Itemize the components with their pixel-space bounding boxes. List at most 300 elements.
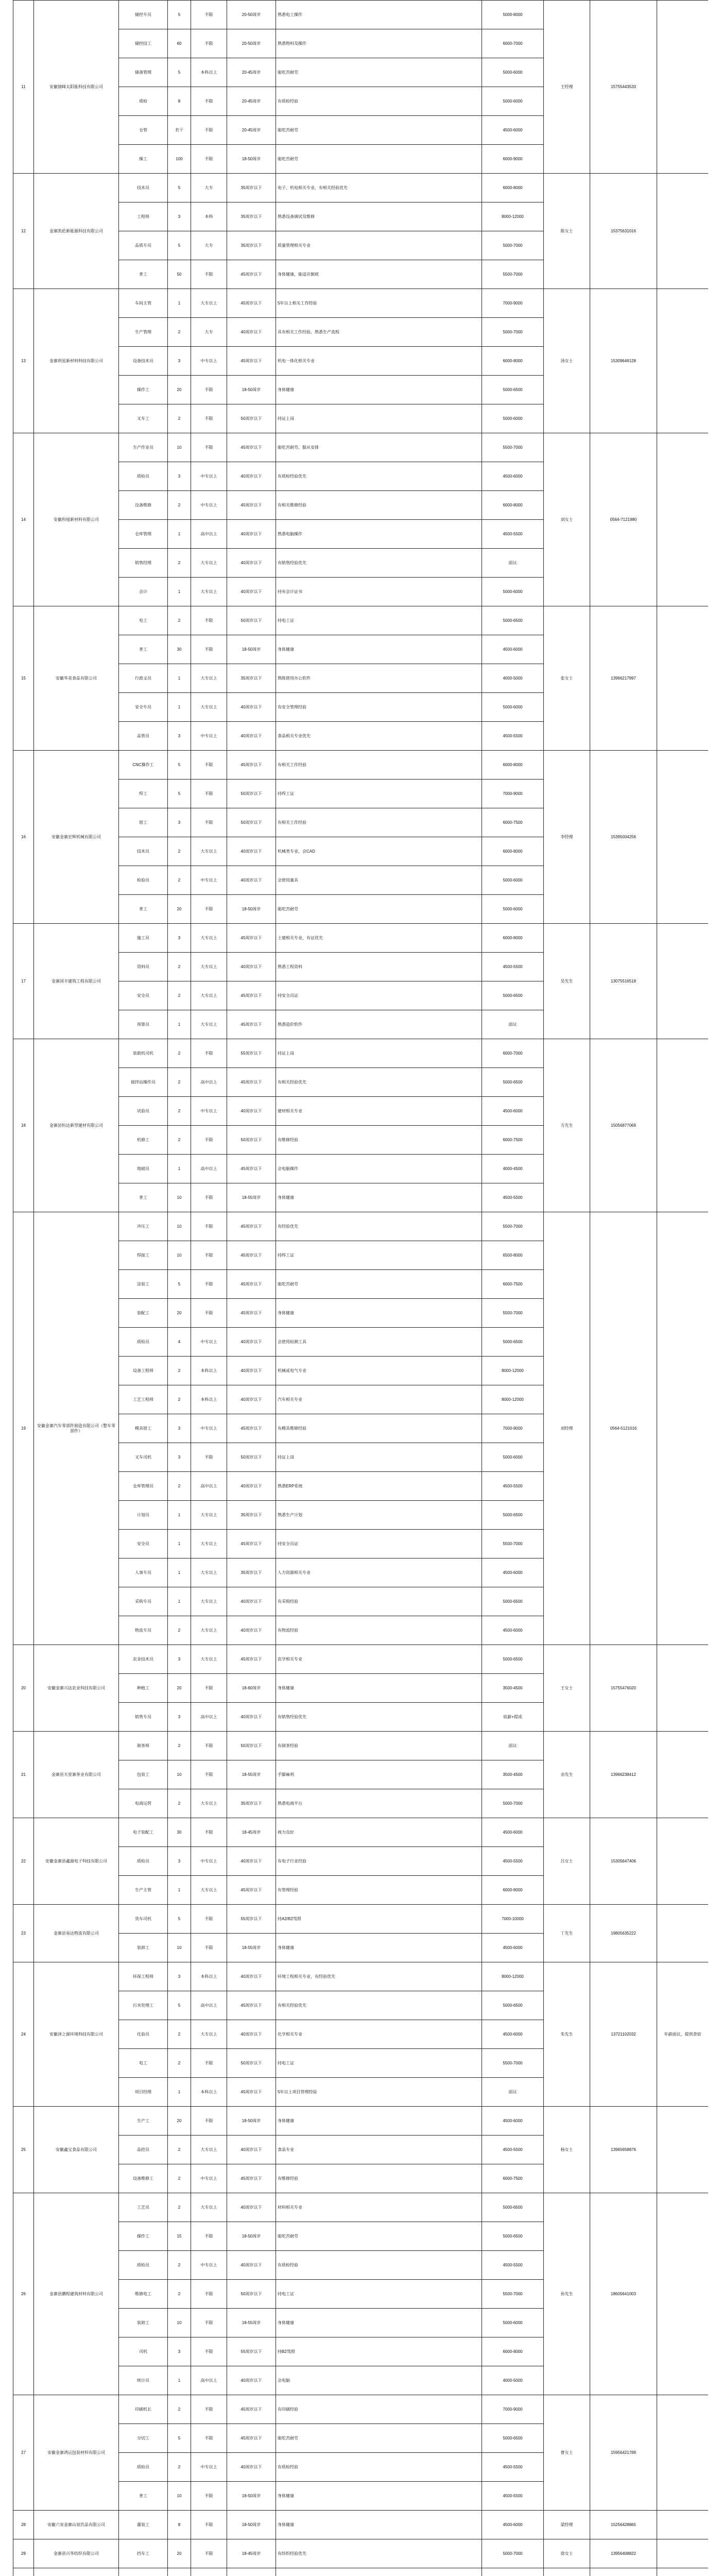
- age-cell: 50周岁以下: [227, 2049, 276, 2078]
- headcount-cell: 10: [168, 1183, 191, 1212]
- contact-person-cell: 王经理: [544, 1, 590, 174]
- headcount-cell: 3: [168, 924, 191, 953]
- age-cell: 20-50周岁: [227, 1, 276, 29]
- requirement-cell: 有相关工作经验: [276, 808, 482, 837]
- requirement-cell: 身体健康，能适应倒班: [276, 260, 482, 289]
- headcount-cell: 2: [168, 1616, 191, 1645]
- requirement-cell: 熟悉造价软件: [276, 1010, 482, 1039]
- salary-cell: 4500-5500: [482, 953, 544, 981]
- contact-person-cell: 徐女士: [544, 2539, 590, 2568]
- age-cell: 18-60周岁: [227, 1674, 276, 1703]
- row-number-cell: [13, 2568, 34, 2576]
- headcount-cell: 1: [168, 1155, 191, 1183]
- requirement-cell: 持安全员证: [276, 981, 482, 1010]
- salary-cell: 5500-7000: [482, 1299, 544, 1328]
- education-cell: 大专: [191, 231, 227, 260]
- table-row: [13, 1, 709, 29]
- requirement-cell: 能吃苦耐劳，服从安排: [276, 433, 482, 462]
- requirement-cell: 持电工证: [276, 2049, 482, 2078]
- company-name-cell: 金寨国丰建筑工程有限公司: [34, 924, 119, 1039]
- salary-cell: 5000-6000: [482, 895, 544, 924]
- education-cell: 本科以上: [191, 1357, 227, 1385]
- headcount-cell: 2: [168, 1357, 191, 1385]
- education-cell: 不限: [191, 260, 227, 289]
- headcount-cell: 2: [168, 1039, 191, 1068]
- education-cell: 不限: [191, 1241, 227, 1270]
- post-name-cell: 环保工程师: [119, 1962, 168, 1991]
- education-cell: 大专: [191, 318, 227, 347]
- post-name-cell: 模具钳工: [119, 1414, 168, 1443]
- contact-phone-cell: 15956421789: [590, 2395, 657, 2511]
- age-cell: 40周岁以下: [227, 693, 276, 722]
- age-cell: 18-55周岁: [227, 1934, 276, 1962]
- headcount-cell: 5: [168, 2424, 191, 2453]
- contact-phone-cell: 19805635222: [590, 1905, 657, 1962]
- salary-cell: 5500-7000: [482, 2049, 544, 2078]
- row-number-cell: 14: [13, 433, 34, 606]
- requirement-cell: 持焊工证: [276, 1241, 482, 1270]
- table-row: [13, 2395, 709, 2424]
- age-cell: 18-50周岁: [227, 895, 276, 924]
- age-cell: 55周岁以下: [227, 1039, 276, 1068]
- post-name-cell: 技术员: [119, 174, 168, 202]
- company-name-cell: 金寨县兴华纺织有限公司: [34, 2539, 119, 2568]
- requirement-cell: 质量管理相关专业: [276, 231, 482, 260]
- salary-cell: 6000-7000: [482, 29, 544, 58]
- contact-person-cell: 余先生: [544, 1732, 590, 1818]
- requirement-cell: 熟悉电工操作: [276, 1, 482, 29]
- post-name-cell: 分切工: [119, 2424, 168, 2453]
- age-cell: 45周岁以下: [227, 2164, 276, 2193]
- salary-cell: 6000-8000: [482, 1876, 544, 1905]
- row-number-cell: 17: [13, 924, 34, 1039]
- requirement-cell: 5年以上项目管理经验: [276, 2078, 482, 2107]
- age-cell: 40周岁以下: [227, 2366, 276, 2395]
- age-cell: 18-50周岁: [227, 2511, 276, 2539]
- age-cell: 50周岁以下: [227, 404, 276, 433]
- requirement-cell: 会使用量具: [276, 866, 482, 895]
- salary-cell: 5000-6000: [482, 2309, 544, 2337]
- salary-cell: 4500-5500: [482, 2482, 544, 2511]
- education-cell: 不限: [191, 779, 227, 808]
- education-cell: 不限: [191, 1818, 227, 1847]
- age-cell: 35周岁以下: [227, 664, 276, 693]
- table-row: [13, 1818, 709, 1847]
- requirement-cell: 手脚麻利: [276, 1760, 482, 1789]
- salary-cell: 面议: [482, 2078, 544, 2107]
- age-cell: 40周岁以下: [227, 1097, 276, 1126]
- education-cell: 不限: [191, 2511, 227, 2539]
- post-name-cell: 储控专员: [119, 1, 168, 29]
- requirement-cell: 身体健康: [276, 1674, 482, 1703]
- education-cell: 中专以上: [191, 2164, 227, 2193]
- requirement-cell: 化学相关专业: [276, 2020, 482, 2049]
- salary-cell: 5000-6000: [482, 693, 544, 722]
- requirement-cell: 熟悉电商平台: [276, 1789, 482, 1818]
- salary-cell: 4000-5000: [482, 664, 544, 693]
- requirement-cell: 有安全管理经验: [276, 693, 482, 722]
- remark-cell: [657, 1645, 709, 1732]
- headcount-cell: 10: [168, 2482, 191, 2511]
- post-name-cell: 车间主管: [119, 289, 168, 318]
- education-cell: 中专以上: [191, 2453, 227, 2482]
- headcount-cell: 1: [168, 289, 191, 318]
- requirement-cell: 电子、机电相关专业，有相关经验优先: [276, 174, 482, 202]
- row-number-cell: 19: [13, 1212, 34, 1645]
- remark-cell: [657, 1905, 709, 1962]
- post-name-cell: 装卸工: [119, 2309, 168, 2337]
- salary-cell: 4500-5500: [482, 1472, 544, 1501]
- post-name-cell: 电工: [119, 2049, 168, 2078]
- remark-cell: [657, 433, 709, 606]
- post-name-cell: 统计员: [119, 2366, 168, 2395]
- contact-person-cell: 孙先生: [544, 2193, 590, 2395]
- salary-cell: 5000-6500: [482, 2193, 544, 2222]
- salary-cell: 4500-5500: [482, 1847, 544, 1876]
- requirement-cell: 有质检经验: [276, 2453, 482, 2482]
- headcount-cell: 5: [168, 1270, 191, 1299]
- education-cell: 不限: [191, 2539, 227, 2568]
- education-cell: 不限: [191, 1443, 227, 1472]
- headcount-cell: 10: [168, 1760, 191, 1789]
- row-number-cell: 22: [13, 1818, 34, 1905]
- age-cell: 18-55周岁: [227, 1760, 276, 1789]
- salary-cell: 5000-6000: [482, 58, 544, 87]
- requirement-cell: 人力资源相关专业: [276, 1558, 482, 1587]
- row-number-cell: 15: [13, 606, 34, 751]
- age-cell: 18-55周岁: [227, 1183, 276, 1212]
- post-name-cell: 生产作业员: [119, 433, 168, 462]
- salary-cell: 4500-6000: [482, 1616, 544, 1645]
- salary-cell: 5000-6000: [482, 866, 544, 895]
- contact-phone-cell: 13966238412: [590, 1732, 657, 1818]
- age-cell: 45周岁以下: [227, 2424, 276, 2453]
- salary-cell: 5000-6000: [482, 87, 544, 116]
- age-cell: 45周岁以下: [227, 347, 276, 376]
- remark-cell: [657, 1212, 709, 1645]
- age-cell: 50周岁以下: [227, 1443, 276, 1472]
- contact-phone-cell: 15305647406: [590, 1818, 657, 1905]
- headcount-cell: 20: [168, 1299, 191, 1328]
- education-cell: 中专以上: [191, 2251, 227, 2280]
- salary-cell: 5500-7000: [482, 433, 544, 462]
- salary-cell: 5000-6500: [482, 981, 544, 1010]
- headcount-cell: 3: [168, 462, 191, 491]
- row-number-cell: 26: [13, 2193, 34, 2395]
- education-cell: 不限: [191, 1934, 227, 1962]
- requirement-cell: 食品相关专业优先: [276, 722, 482, 751]
- post-name-cell: 普工: [119, 1183, 168, 1212]
- headcount-cell: 2: [168, 2136, 191, 2164]
- salary-cell: 6000-8000: [482, 174, 544, 202]
- requirement-cell: 持证上岗: [276, 404, 482, 433]
- headcount-cell: 5: [168, 751, 191, 779]
- age-cell: 40周岁以下: [227, 2020, 276, 2049]
- age-cell: 18-50周岁: [227, 635, 276, 664]
- education-cell: 大专以上: [191, 549, 227, 578]
- education-cell: 大专以上: [191, 664, 227, 693]
- row-number-cell: 16: [13, 751, 34, 924]
- education-cell: 本科: [191, 202, 227, 231]
- remark-cell: [657, 2511, 709, 2539]
- age-cell: 50周岁以下: [227, 779, 276, 808]
- table-row: [13, 1905, 709, 1934]
- age-cell: 40周岁以下: [227, 1962, 276, 1991]
- company-name-cell: 安徽鑫宝食品有限公司: [34, 2107, 119, 2193]
- post-name-cell: 销售专员: [119, 1703, 168, 1732]
- age-cell: 55周岁以下: [227, 1905, 276, 1934]
- salary-cell: 5500-7000: [482, 260, 544, 289]
- salary-cell: 6000-7500: [482, 2164, 544, 2193]
- company-name-cell: 安徽金寨汽车零部件制造有限公司（整车零部件）: [34, 1212, 119, 1645]
- salary-cell: 7000-9000: [482, 1414, 544, 1443]
- headcount-cell: 3: [168, 808, 191, 837]
- table-row: [13, 606, 709, 635]
- headcount-cell: 4: [168, 1328, 191, 1357]
- table-row: [13, 433, 709, 462]
- salary-cell: 7000-9000: [482, 289, 544, 318]
- post-name-cell: 设备工程师: [119, 1357, 168, 1385]
- salary-cell: 5500-7000: [482, 2280, 544, 2309]
- salary-cell: 6000-7500: [482, 1126, 544, 1155]
- headcount-cell: 2: [168, 2251, 191, 2280]
- company-name-cell: 安徽泽之源环境科技有限公司: [34, 1962, 119, 2107]
- salary-cell: 底薪+提成: [482, 1703, 544, 1732]
- company-name-cell: 金寨县鹏程建筑材料有限公司: [34, 2193, 119, 2395]
- post-name-cell: 资料员: [119, 953, 168, 981]
- post-name-cell: 普工: [119, 895, 168, 924]
- post-name-cell: 搅拌站操作员: [119, 1068, 168, 1097]
- headcount-cell: 1: [168, 2366, 191, 2395]
- remark-cell: [657, 174, 709, 289]
- salary-cell: 6000-7500: [482, 1270, 544, 1299]
- education-cell: 大专以上: [191, 1010, 227, 1039]
- table-row: [13, 1645, 709, 1674]
- salary-cell: 5000-6500: [482, 1587, 544, 1616]
- post-name-cell: 项目经理: [119, 2078, 168, 2107]
- headcount-cell: 1: [168, 578, 191, 606]
- education-cell: 中专以上: [191, 722, 227, 751]
- education-cell: 不限: [191, 1760, 227, 1789]
- contact-phone-cell: 13966217997: [590, 606, 657, 751]
- age-cell: 45周岁以下: [227, 1530, 276, 1558]
- company-name-cell: 安徽金寨县鑫源电子科技有限公司: [34, 1818, 119, 1905]
- headcount-cell: 10: [168, 433, 191, 462]
- headcount-cell: 2: [168, 606, 191, 635]
- salary-cell: 4500-6000: [482, 116, 544, 145]
- requirement-cell: 机电一体化相关专业: [276, 347, 482, 376]
- post-name-cell: 采购专员: [119, 1587, 168, 1616]
- company-name-cell: 安徽六安金寨山泉饮品有限公司: [34, 2511, 119, 2539]
- education-cell: 中专以上: [191, 347, 227, 376]
- education-cell: 不限: [191, 433, 227, 462]
- headcount-cell: 3: [168, 202, 191, 231]
- post-name-cell: 质检员: [119, 1847, 168, 1876]
- post-name-cell: 操工: [119, 145, 168, 174]
- row-number-cell: 20: [13, 1645, 34, 1732]
- post-name-cell: 试验员: [119, 1097, 168, 1126]
- age-cell: 45周岁以下: [227, 1645, 276, 1674]
- headcount-cell: 2: [168, 2280, 191, 2309]
- headcount-cell: 2: [168, 2049, 191, 2078]
- salary-cell: 5000-6000: [482, 578, 544, 606]
- contact-phone-cell: 15755476020: [590, 1645, 657, 1732]
- company-name-cell: 安徽科旭新材料有限公司: [34, 433, 119, 606]
- requirement-cell: 环境工程相关专业，有经验优先: [276, 1962, 482, 1991]
- education-cell: 不限: [191, 1, 227, 29]
- contact-person-cell: 李经理: [544, 751, 590, 924]
- headcount-cell: 8: [168, 87, 191, 116]
- requirement-cell: 会使用检测工具: [276, 1328, 482, 1357]
- education-cell: 中专以上: [191, 462, 227, 491]
- post-name-cell: 生产管理: [119, 318, 168, 347]
- salary-cell: 4500-6000: [482, 2020, 544, 2049]
- education-cell: 大专以上: [191, 981, 227, 1010]
- education-cell: 不限: [191, 87, 227, 116]
- education-cell: 不限: [191, 2107, 227, 2136]
- headcount-cell: 50: [168, 260, 191, 289]
- requirement-cell: 有相关工作经验: [276, 751, 482, 779]
- headcount-cell: 1: [168, 1010, 191, 1039]
- contact-phone-cell: 13075516518: [590, 924, 657, 1039]
- headcount-cell: 2: [168, 1068, 191, 1097]
- requirement-cell: 建材相关专业: [276, 1097, 482, 1126]
- age-cell: 40周岁以下: [227, 1847, 276, 1876]
- company-name-cell: 金寨利星新材料科技有限公司: [34, 289, 119, 433]
- salary-cell: 4500-6000: [482, 2107, 544, 2136]
- headcount-cell: 20: [168, 2539, 191, 2568]
- requirement-cell: 熟悉工程资料: [276, 953, 482, 981]
- requirement-cell: 机械类专业，会CAD: [276, 837, 482, 866]
- job-table-body: [13, 1, 709, 2576]
- contact-person-cell: [544, 2568, 590, 2576]
- remark-cell: [657, 2107, 709, 2193]
- age-cell: 40周岁以下: [227, 1703, 276, 1732]
- headcount-cell: 2: [168, 2453, 191, 2482]
- post-name-cell: 仓库管理: [119, 520, 168, 549]
- education-cell: 不限: [191, 29, 227, 58]
- education-cell: 不限: [191, 2424, 227, 2453]
- requirement-cell: 能吃苦耐劳: [276, 58, 482, 87]
- age-cell: [227, 2568, 276, 2576]
- headcount-cell: 1: [168, 520, 191, 549]
- age-cell: 18-50周岁: [227, 2222, 276, 2251]
- table-row: [13, 2193, 709, 2222]
- requirement-cell: [276, 2568, 482, 2576]
- salary-cell: 4500-5500: [482, 2453, 544, 2482]
- headcount-cell: 2: [168, 981, 191, 1010]
- salary-cell: 8000-12000: [482, 1962, 544, 1991]
- education-cell: 不限: [191, 1183, 227, 1212]
- requirement-cell: 能吃苦耐劳: [276, 2222, 482, 2251]
- age-cell: 45周岁以下: [227, 1068, 276, 1097]
- requirement-cell: 有制茶经验: [276, 1732, 482, 1760]
- post-name-cell: 印刷机长: [119, 2395, 168, 2424]
- requirement-cell: 身体健康: [276, 2309, 482, 2337]
- salary-cell: 4500-5500: [482, 2251, 544, 2280]
- headcount-cell: 5: [168, 174, 191, 202]
- remark-cell: [657, 2539, 709, 2568]
- headcount-cell: 5: [168, 779, 191, 808]
- headcount-cell: 2: [168, 2020, 191, 2049]
- contact-phone-cell: 13721102032: [590, 1962, 657, 2107]
- table-row: [13, 2568, 709, 2576]
- requirement-cell: 熟悉设备调试及维修: [276, 202, 482, 231]
- salary-cell: 6000-8000: [482, 2337, 544, 2366]
- education-cell: 高中以上: [191, 1703, 227, 1732]
- requirement-cell: 汽车相关专业: [276, 1385, 482, 1414]
- age-cell: 40周岁以下: [227, 318, 276, 347]
- age-cell: 50周岁以下: [227, 808, 276, 837]
- requirement-cell: 有管理经验: [276, 1876, 482, 1905]
- salary-cell: 8000-12000: [482, 1385, 544, 1414]
- contact-phone-cell: 18605641003: [590, 2193, 657, 2395]
- contact-phone-cell: 0564-7121980: [590, 433, 657, 606]
- headcount-cell: 3: [168, 1847, 191, 1876]
- contact-phone-cell: [590, 2568, 657, 2576]
- headcount-cell: 5: [168, 58, 191, 87]
- requirement-cell: 能吃苦耐劳: [276, 2424, 482, 2453]
- education-cell: 高中以上: [191, 1155, 227, 1183]
- age-cell: 18-50周岁: [227, 145, 276, 174]
- post-name-cell: 仓库管理员: [119, 1472, 168, 1501]
- salary-cell: 4500-6000: [482, 1558, 544, 1587]
- company-name-cell: 安徽华美食品有限公司: [34, 606, 119, 751]
- row-number-cell: 13: [13, 289, 34, 433]
- salary-cell: 6000-9000: [482, 145, 544, 174]
- job-table: [13, 0, 708, 2576]
- age-cell: 45周岁以下: [227, 289, 276, 318]
- salary-cell: 5000-6500: [482, 2424, 544, 2453]
- salary-cell: 6500-8000: [482, 1241, 544, 1270]
- education-cell: 本科以上: [191, 1385, 227, 1414]
- education-cell: 大专以上: [191, 693, 227, 722]
- age-cell: 45周岁以下: [227, 1212, 276, 1241]
- requirement-cell: 5年以上相关工作经验: [276, 289, 482, 318]
- post-name-cell: 人事专员: [119, 1558, 168, 1587]
- remark-cell: 年薪面议，提供食宿: [657, 1962, 709, 2107]
- salary-cell: 5500-7000: [482, 1212, 544, 1241]
- age-cell: 45周岁以下: [227, 981, 276, 1010]
- remark-cell: [657, 289, 709, 433]
- contact-person-cell: 刘经理: [544, 1212, 590, 1645]
- age-cell: 40周岁以下: [227, 1587, 276, 1616]
- requirement-cell: 身体健康: [276, 2482, 482, 2511]
- post-name-cell: 涂装工: [119, 1270, 168, 1299]
- contact-phone-cell: 15056877069: [590, 1039, 657, 1212]
- post-name-cell: 设备维修: [119, 491, 168, 520]
- education-cell: 不限: [191, 606, 227, 635]
- row-number-cell: 12: [13, 174, 34, 289]
- salary-cell: 5000-7000: [482, 1789, 544, 1818]
- age-cell: 35周岁以下: [227, 1558, 276, 1587]
- requirement-cell: 身体健康: [276, 2107, 482, 2136]
- salary-cell: 6000-8000: [482, 751, 544, 779]
- requirement-cell: 有销售经验优先: [276, 1703, 482, 1732]
- age-cell: 35周岁以下: [227, 231, 276, 260]
- age-cell: 40周岁以下: [227, 1385, 276, 1414]
- post-name-cell: 品管员: [119, 722, 168, 751]
- post-name-cell: 技术员: [119, 837, 168, 866]
- post-name-cell: 司机: [119, 2337, 168, 2366]
- contact-person-cell: 汤女士: [544, 289, 590, 433]
- education-cell: 大专以上: [191, 1530, 227, 1558]
- headcount-cell: 1: [168, 1501, 191, 1530]
- contact-person-cell: 张女士: [544, 606, 590, 751]
- post-name-cell: 品质专员: [119, 231, 168, 260]
- row-number-cell: 11: [13, 1, 34, 174]
- headcount-cell: 2: [168, 2395, 191, 2424]
